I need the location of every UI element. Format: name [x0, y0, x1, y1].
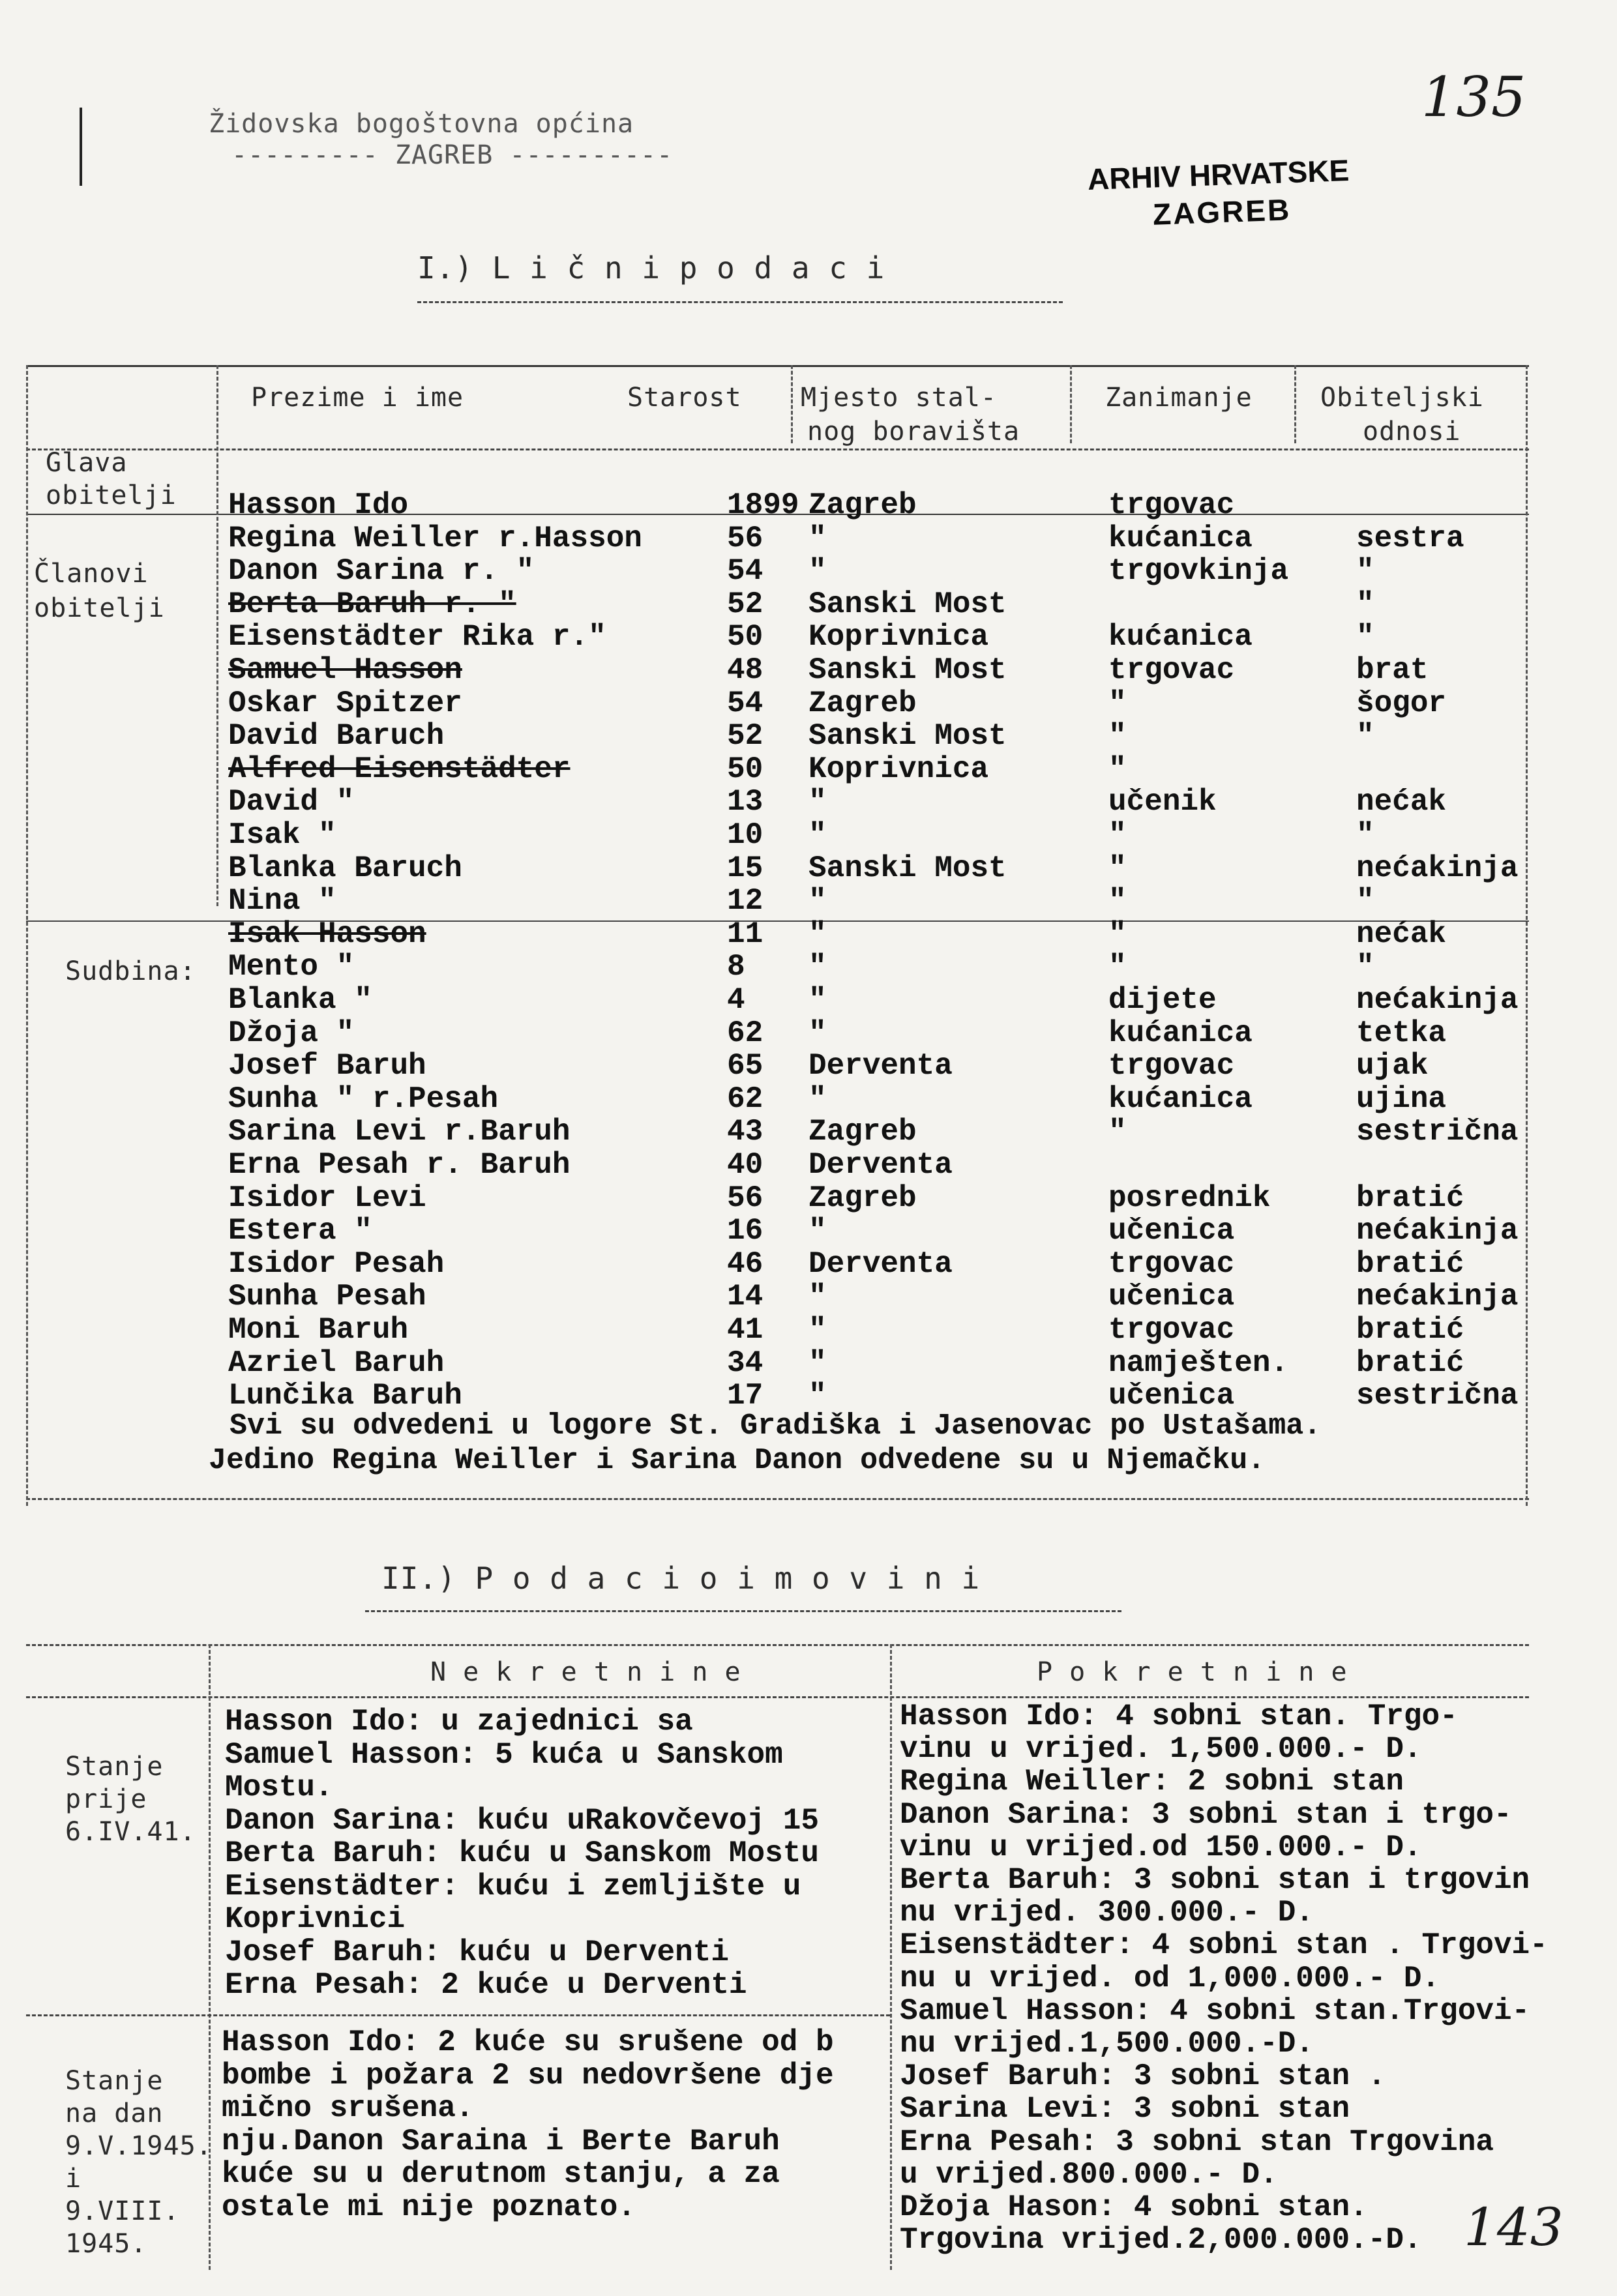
movables-line: Josef Baruh: 3 sobni stan . [900, 2059, 1386, 2093]
person-age: 14 [727, 1280, 764, 1314]
column-header-place: Mjesto stal- [801, 383, 997, 413]
person-relation: sestrična [1356, 1115, 1519, 1149]
real-estate-line: ostale mi nije poznato. [222, 2190, 636, 2224]
person-occupation: trgovac [1108, 1313, 1235, 1347]
movables-line: nu u vrijed. od 1,000.000.- D. [900, 1962, 1440, 1995]
person-name: Alfred Eisenstädter [228, 752, 571, 786]
person-occupation: " [1108, 752, 1127, 786]
person-occupation: učenica [1108, 1280, 1235, 1314]
person-occupation: trgovac [1108, 488, 1235, 522]
person-occupation: kućanica [1108, 522, 1253, 555]
column-header-occupation: Zanimanje [1105, 383, 1253, 413]
period-label-line: 6.IV.41. [65, 1817, 196, 1847]
column-header-relation-2: odnosi [1363, 417, 1461, 447]
person-name: Blanka Baruch [228, 851, 462, 885]
movables-line: nu vrijed.1,500.000.-D. [900, 2027, 1314, 2061]
fate-text-line1: Svi su odvedeni u logore St. Gradiška i Jasenovac po Ustašama. [230, 1409, 1322, 1443]
person-name: Josef Baruh [228, 1049, 426, 1083]
person-residence: " [808, 1280, 827, 1314]
real-estate-line: Samuel Hasson: 5 kuća u Sanskom [225, 1738, 783, 1772]
person-occupation: dijete [1108, 983, 1217, 1017]
person-relation: nećakinja [1356, 1280, 1519, 1314]
person-age: 62 [727, 1082, 764, 1116]
label-clanovi: Članovi [34, 559, 149, 589]
label-sudbina: Sudbina: [65, 956, 196, 986]
person-occupation: " [1108, 686, 1127, 720]
column-header-movables: P o k r e t n i n e [1037, 1657, 1348, 1687]
person-residence: " [808, 1214, 827, 1248]
person-relation: nećak [1356, 785, 1447, 819]
person-occupation: trgovac [1108, 1049, 1235, 1083]
period-label-line: 9.V.1945. [65, 2131, 213, 2161]
person-occupation: " [1108, 719, 1127, 753]
movables-line: Sarina Levi: 3 sobni stan [900, 2092, 1350, 2126]
person-age: 34 [727, 1346, 764, 1380]
person-residence: Zagreb [808, 1181, 917, 1215]
person-name: Isidor Levi [228, 1181, 426, 1215]
person-residence: Koprivnica [808, 752, 989, 786]
organization-city: --------- ZAGREB ---------- [231, 140, 674, 170]
section-2-title-underline [365, 1610, 1121, 1612]
column-header-name: Prezime i ime [251, 383, 464, 413]
person-relation: ujina [1356, 1082, 1447, 1116]
movables-line: Trgovina vrijed.2,000.000.-D. [900, 2223, 1422, 2257]
column-divider-job [1294, 365, 1296, 443]
table-bottom-border [26, 1498, 1529, 1500]
person-age: 40 [727, 1148, 764, 1182]
person-residence: " [808, 1379, 827, 1413]
column-divider-place [1070, 365, 1072, 443]
person-occupation: učenica [1108, 1379, 1235, 1413]
person-occupation: učenik [1108, 785, 1217, 819]
real-estate-line: mično srušena. [222, 2091, 474, 2125]
person-occupation: kućanica [1108, 1082, 1253, 1116]
section-2-title: II.) P o d a c i o i m o v i n i [381, 1561, 981, 1596]
fate-text-line2: Jedino Regina Weiller i Sarina Danon odvedene su u Njemačku. [209, 1444, 1266, 1477]
person-relation: nećakinja [1356, 983, 1519, 1017]
column-divider-age [791, 365, 793, 443]
person-occupation: " [1108, 851, 1127, 885]
person-occupation: " [1108, 950, 1127, 984]
person-relation: nećakinja [1356, 851, 1519, 885]
person-name: Džoja " [228, 1016, 355, 1050]
person-relation: šogor [1356, 686, 1447, 720]
person-name: Sunha " r.Pesah [228, 1082, 499, 1116]
person-age: 48 [727, 653, 764, 687]
person-occupation: " [1108, 917, 1127, 951]
real-estate-line: Mostu. [225, 1771, 333, 1804]
person-occupation: " [1108, 884, 1127, 918]
person-residence: Koprivnica [808, 620, 989, 654]
person-occupation: " [1108, 1115, 1127, 1149]
person-age: 52 [727, 587, 764, 621]
person-name: Isidor Pesah [228, 1247, 445, 1281]
property-header-bottom [26, 1696, 1529, 1698]
person-relation: brat [1356, 653, 1429, 687]
person-relation: bratić [1356, 1346, 1464, 1380]
person-relation: " [1356, 554, 1374, 588]
person-residence: " [808, 1346, 827, 1380]
period-label-line: Stanje [65, 2066, 164, 2096]
person-age: 4 [727, 983, 745, 1017]
real-estate-line: Hasson Ido: 2 kuće su srušene od b [222, 2025, 834, 2059]
archive-stamp-line1: ARHIV HRVATSKE [1087, 153, 1350, 196]
person-relation: nećakinja [1356, 1214, 1519, 1248]
person-relation: " [1356, 950, 1374, 984]
person-occupation: trgovac [1108, 1247, 1235, 1281]
person-occupation: kućanica [1108, 620, 1253, 654]
person-residence: Derventa [808, 1247, 953, 1281]
person-residence: Zagreb [808, 686, 917, 720]
person-name: Berta Baruh r. " [228, 587, 516, 621]
folio-number-bottom: 143 [1464, 2197, 1564, 2258]
person-residence: Derventa [808, 1148, 953, 1182]
person-residence: " [808, 554, 827, 588]
person-relation: ujak [1356, 1049, 1429, 1083]
person-relation: tetka [1356, 1016, 1447, 1050]
person-name: Erna Pesah r. Baruh [228, 1148, 571, 1182]
person-name: Blanka " [228, 983, 372, 1017]
person-age: 65 [727, 1049, 764, 1083]
person-name: Moni Baruh [228, 1313, 409, 1347]
person-name: Oskar Spitzer [228, 686, 462, 720]
person-age: 46 [727, 1247, 764, 1281]
person-name: Danon Sarina r. " [228, 554, 535, 588]
table-header-bottom-border [26, 449, 1529, 450]
person-age: 12 [727, 884, 764, 918]
real-estate-line: Eisenstädter: kuću i zemljište u [225, 1870, 801, 1904]
person-relation: " [1356, 884, 1374, 918]
person-age: 11 [727, 917, 764, 951]
person-relation: " [1356, 587, 1374, 621]
person-age: 54 [727, 554, 764, 588]
movables-line: Berta Baruh: 3 sobni stan i trgovin [900, 1863, 1530, 1897]
person-name: David " [228, 785, 355, 819]
property-period-divider [26, 2014, 890, 2016]
person-residence: Sanski Most [808, 653, 1007, 687]
person-age: 13 [727, 785, 764, 819]
person-name: Sunha Pesah [228, 1280, 426, 1314]
person-relation: bratić [1356, 1181, 1464, 1215]
column-header-relation: Obiteljski [1320, 383, 1484, 413]
person-age: 10 [727, 818, 764, 852]
movables-line: Džoja Hason: 4 sobni stan. [900, 2190, 1368, 2224]
person-name: Hasson Ido [228, 488, 409, 522]
person-name: Lunčika Baruh [228, 1379, 462, 1413]
movables-line: Danon Sarina: 3 sobni stan i trgo- [900, 1798, 1512, 1832]
person-name: Azriel Baruh [228, 1346, 445, 1380]
person-age: 16 [727, 1214, 764, 1248]
person-occupation: učenica [1108, 1214, 1235, 1248]
person-residence: " [808, 818, 827, 852]
person-occupation: " [1108, 818, 1127, 852]
label-glava-obitelji: obitelji [46, 480, 177, 510]
real-estate-line: kuće su u derutnom stanju, a za [222, 2157, 780, 2191]
person-residence: Sanski Most [808, 719, 1007, 753]
movables-line: nu vrijed. 300.000.- D. [900, 1896, 1314, 1930]
section-1-title: I.) L i č n i p o d a c i [417, 250, 885, 286]
person-age: 1899 [727, 488, 799, 522]
real-estate-line: Berta Baruh: kuću u Sanskom Mostu [225, 1836, 819, 1870]
person-name: Regina Weiller r.Hasson [228, 522, 642, 555]
table-left-border [26, 365, 28, 1506]
section-1-title-underline [417, 301, 1063, 303]
person-name: Isak Hasson [228, 917, 426, 951]
person-age: 8 [727, 950, 745, 984]
person-occupation: namješten. [1108, 1346, 1289, 1380]
person-age: 15 [727, 851, 764, 885]
person-residence: " [808, 522, 827, 555]
property-column-divider [890, 1644, 892, 2270]
movables-line: Regina Weiller: 2 sobni stan [900, 1765, 1404, 1799]
real-estate-line: Hasson Ido: u zajednici sa [225, 1705, 693, 1739]
person-relation: " [1356, 719, 1374, 753]
person-age: 52 [727, 719, 764, 753]
person-age: 56 [727, 522, 764, 555]
movables-line: Hasson Ido: 4 sobni stan. Trgo- [900, 1700, 1458, 1733]
movables-line: Eisenstädter: 4 sobni stan . Trgovi- [900, 1928, 1548, 1962]
label-glava: Glava [46, 448, 128, 478]
person-residence: Zagreb [808, 488, 917, 522]
person-age: 56 [727, 1181, 764, 1215]
person-residence: Derventa [808, 1049, 953, 1083]
person-age: 50 [727, 752, 764, 786]
person-residence: " [808, 1082, 827, 1116]
real-estate-line: Danon Sarina: kuću uRakovčevoj 15 [225, 1804, 819, 1838]
period-label-line: 1945. [65, 2229, 147, 2259]
person-age: 50 [727, 620, 764, 654]
person-relation: nećak [1356, 917, 1447, 951]
person-occupation: trgovkinja [1108, 554, 1289, 588]
person-name: David Baruch [228, 719, 445, 753]
real-estate-line: nju.Danon Saraina i Berte Baruh [222, 2125, 780, 2158]
person-name: Nina " [228, 884, 336, 918]
column-divider-name [216, 365, 218, 906]
person-residence: " [808, 917, 827, 951]
real-estate-line: bombe i požara 2 su nedovršene dje [222, 2059, 834, 2093]
person-relation: bratić [1356, 1313, 1464, 1347]
period-label-line: i [65, 2164, 82, 2194]
person-occupation: trgovac [1108, 653, 1235, 687]
person-residence: " [808, 950, 827, 984]
person-age: 43 [727, 1115, 764, 1149]
person-relation: sestrična [1356, 1379, 1519, 1413]
movables-line: u vrijed.800.000.- D. [900, 2158, 1278, 2192]
movables-line: Samuel Hasson: 4 sobni stan.Trgovi- [900, 1994, 1530, 2028]
organization-name: Židovska bogoštovna općina [209, 109, 634, 139]
table-right-border [1526, 365, 1528, 1506]
person-name: Sarina Levi r.Baruh [228, 1115, 571, 1149]
person-name: Isak " [228, 818, 336, 852]
person-age: 62 [727, 1016, 764, 1050]
person-residence: " [808, 1313, 827, 1347]
person-residence: Sanski Most [808, 587, 1007, 621]
movables-line: vinu u vrijed. 1,500.000.- D. [900, 1732, 1422, 1766]
table-top-border [26, 365, 1529, 367]
person-occupation: kućanica [1108, 1016, 1253, 1050]
person-residence: " [808, 1016, 827, 1050]
person-residence: " [808, 785, 827, 819]
real-estate-line: Koprivnici [225, 1902, 406, 1936]
column-header-place-2: nog boravišta [807, 417, 1020, 447]
real-estate-line: Josef Baruh: kuću u Derventi [225, 1935, 729, 1969]
person-age: 41 [727, 1313, 764, 1347]
person-age: 54 [727, 686, 764, 720]
period-label-line: prije [65, 1784, 147, 1814]
column-header-real-estate: N e k r e t n i n e [430, 1657, 741, 1687]
column-header-age: Starost [627, 383, 742, 413]
period-label-line: 9.VIII. [65, 2196, 180, 2226]
archive-stamp-line2: ZAGREB [1152, 192, 1292, 231]
period-label-line: na dan [65, 2098, 164, 2128]
property-header-top [26, 1644, 1529, 1646]
person-relation: sestra [1356, 522, 1464, 555]
person-name: Estera " [228, 1214, 372, 1248]
person-name: Eisenstädter Rika r." [228, 620, 606, 654]
person-residence: Zagreb [808, 1115, 917, 1149]
person-name: Mento " [228, 950, 355, 984]
real-estate-line: Erna Pesah: 2 kuće u Derventi [225, 1968, 747, 2002]
person-occupation: posrednik [1108, 1181, 1271, 1215]
period-label-line: Stanje [65, 1752, 164, 1782]
label-clanovi-obitelji: obitelji [34, 593, 165, 623]
binding-mark [80, 108, 82, 186]
person-residence: Sanski Most [808, 851, 1007, 885]
person-relation: bratić [1356, 1247, 1464, 1281]
person-residence: " [808, 983, 827, 1017]
person-relation: " [1356, 620, 1374, 654]
property-label-divider [209, 1644, 211, 2270]
person-relation: " [1356, 818, 1374, 852]
person-age: 17 [727, 1379, 764, 1413]
person-residence: " [808, 884, 827, 918]
movables-line: Erna Pesah: 3 sobni stan Trgovina [900, 2125, 1494, 2159]
movables-line: vinu u vrijed.od 150.000.- D. [900, 1831, 1422, 1864]
person-name: Samuel Hasson [228, 653, 462, 687]
folio-number-top: 135 [1421, 65, 1526, 129]
